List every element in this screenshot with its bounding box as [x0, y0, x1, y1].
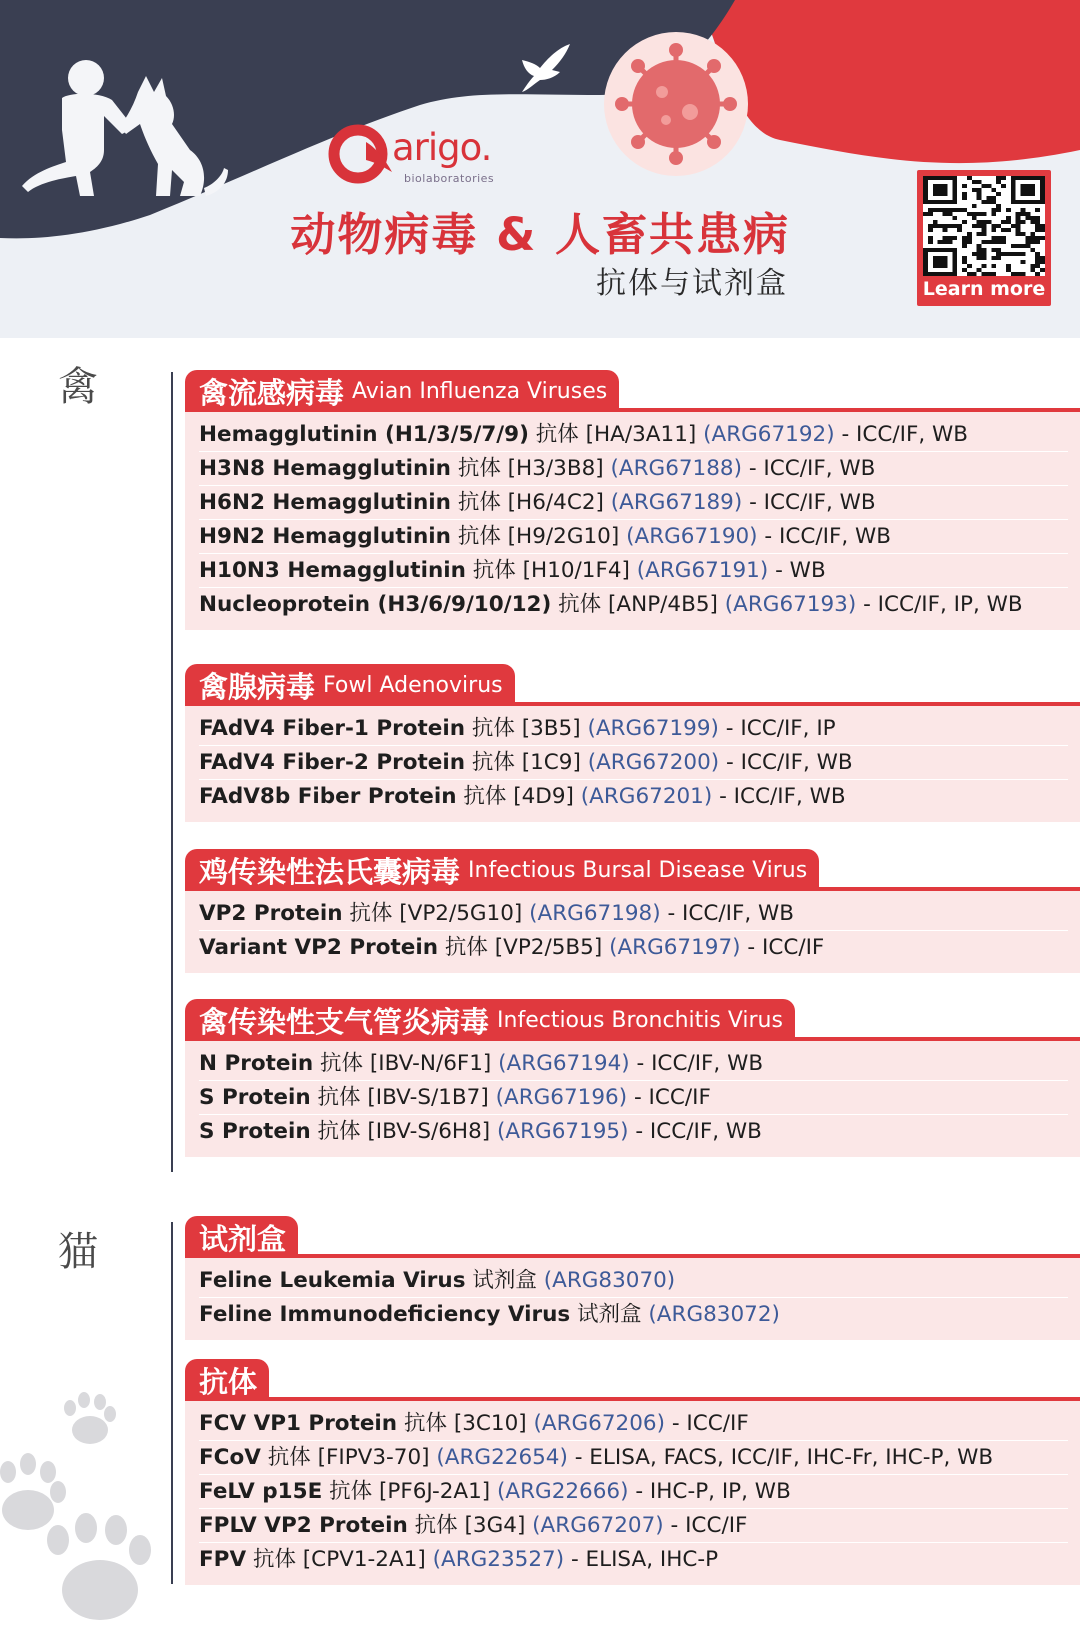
subsection-title-en: Infectious Bursal Disease Virus	[468, 857, 808, 883]
product-row	[199, 1081, 1068, 1115]
product-row	[199, 588, 1068, 622]
product-type: 抗体	[457, 490, 501, 515]
catalog-number-link[interactable]: (ARG67207)	[532, 1513, 664, 1538]
subsection-title-zh: 试剂盒	[199, 1221, 287, 1256]
subsection-header	[185, 1216, 1080, 1258]
product-name: FCV VP1 Protein	[199, 1411, 398, 1436]
product-name: H10N3 Hemagglutinin	[199, 558, 466, 583]
arigo-logo	[322, 118, 532, 190]
product-row	[199, 486, 1068, 520]
logo-subtext: biolaboratories	[404, 172, 495, 185]
subsection-tab	[185, 664, 515, 706]
product-name: H6N2 Hemagglutinin	[199, 490, 451, 515]
virus-icon	[604, 32, 748, 176]
subsection-title-zh: 抗体	[199, 1364, 258, 1399]
product-type: 抗体	[444, 935, 488, 960]
section-label-poultry: 禽	[58, 364, 98, 410]
clone-id: [IBV-N/6F1]	[369, 1051, 492, 1076]
clone-id: [HA/3A11]	[585, 422, 697, 447]
clone-id: [FIPV3-70]	[317, 1445, 430, 1470]
product-list	[185, 1041, 1080, 1157]
product-type: 抗体	[558, 592, 602, 617]
applications: - ICC/IF, WB	[636, 1051, 764, 1076]
applications: - ELISA, IHC-P	[570, 1547, 719, 1572]
subsection-tab	[185, 1359, 269, 1401]
product-type: 抗体	[267, 1445, 311, 1470]
subsection-title-en: Infectious Bronchitis Virus	[497, 1007, 783, 1033]
clone-id: [VP2/5B5]	[494, 935, 603, 960]
product-name: FCoV	[199, 1445, 261, 1470]
applications: - ICC/IF	[633, 1085, 711, 1110]
product-row	[199, 780, 1068, 814]
clone-id: [1C9]	[521, 750, 581, 775]
product-row	[199, 520, 1068, 554]
clone-id: [VP2/5G10]	[399, 901, 523, 926]
subsection-avian-influenza	[185, 370, 1080, 630]
clone-id: [H10/1F4]	[522, 558, 630, 583]
catalog-number-link[interactable]: (ARG22666)	[497, 1479, 629, 1504]
product-type: 抗体	[403, 1411, 447, 1436]
subsection-title-zh: 禽流感病毒	[199, 375, 345, 410]
header-rule	[185, 1254, 1080, 1258]
product-name: Feline Immunodeficiency Virus	[199, 1302, 571, 1327]
learn-more-button[interactable]: Learn more	[922, 278, 1046, 300]
subsection-fowl-adenovirus	[185, 664, 1080, 822]
product-name: FAdV4 Fiber-2 Protein	[199, 750, 465, 775]
header-rule	[185, 1397, 1080, 1401]
applications: - IHC-P, IP, WB	[635, 1479, 791, 1504]
product-type: 抗体	[457, 524, 501, 549]
qr-code-icon	[923, 176, 1045, 276]
product-type: 抗体	[317, 1085, 361, 1110]
subsection-antibodies	[185, 1359, 1080, 1585]
product-list	[185, 1258, 1080, 1340]
clone-id: [H3/3B8]	[507, 456, 604, 481]
catalog-number-link[interactable]: (ARG67194)	[498, 1051, 630, 1076]
product-name: N Protein	[199, 1051, 314, 1076]
clone-id: [H6/4C2]	[507, 490, 604, 515]
clone-id: [H9/2G10]	[507, 524, 620, 549]
applications: - ICC/IF, IP, WB	[863, 592, 1023, 617]
catalog-number-link[interactable]: (ARG67193)	[724, 592, 857, 617]
product-list	[185, 891, 1080, 973]
applications: - ICC/IF, WB	[635, 1119, 762, 1144]
catalog-number-link[interactable]: (ARG67190)	[626, 524, 758, 549]
product-name: Hemagglutinin (H1/3/5/7/9)	[199, 422, 529, 447]
product-row	[199, 1298, 1068, 1332]
applications: - ICC/IF	[747, 935, 825, 960]
applications: - ICC/IF	[671, 1411, 749, 1436]
product-list	[185, 706, 1080, 822]
paw-print-icon	[0, 1360, 170, 1643]
page-subtitle: 抗体与试剂盒	[596, 266, 788, 301]
product-name: Nucleoprotein (H3/6/9/10/12)	[199, 592, 552, 617]
section-divider	[171, 372, 173, 1172]
clone-id: [PF6J-2A1]	[378, 1479, 491, 1504]
catalog-number-link[interactable]: (ARG67188)	[610, 456, 742, 481]
subsection-tab	[185, 1216, 298, 1258]
product-name: FAdV4 Fiber-1 Protein	[199, 716, 465, 741]
product-name: H3N8 Hemagglutinin	[199, 456, 451, 481]
clone-id: [3G4]	[464, 1513, 526, 1538]
product-name: S Protein	[199, 1085, 311, 1110]
catalog-number-link[interactable]: (ARG67200)	[587, 750, 720, 775]
product-type: 抗体	[320, 1051, 364, 1076]
catalog-number-link[interactable]: (ARG67196)	[495, 1085, 628, 1110]
catalog-number-link[interactable]: (ARG67191)	[636, 558, 769, 583]
product-row	[199, 1047, 1068, 1081]
subsection-title-en: Avian Influenza Viruses	[352, 378, 608, 404]
subsection-tab	[185, 370, 619, 412]
product-list	[185, 1401, 1080, 1585]
subsection-title-en: Fowl Adenovirus	[323, 672, 503, 698]
clone-id: [IBV-S/1B7]	[367, 1085, 489, 1110]
product-name: FAdV8b Fiber Protein	[199, 784, 457, 809]
applications: - ICC/IF, WB	[764, 524, 892, 549]
product-row	[199, 1441, 1068, 1475]
applications: - ICC/IF	[670, 1513, 748, 1538]
product-type: 抗体	[329, 1479, 373, 1504]
product-type: 抗体	[317, 1119, 361, 1144]
clone-id: [4D9]	[513, 784, 574, 809]
product-type: 抗体	[349, 901, 393, 926]
clone-id: [CPV1-2A1]	[302, 1547, 426, 1572]
catalog-number-link[interactable]: (ARG67195)	[497, 1119, 629, 1144]
product-name: FPLV VP2 Protein	[199, 1513, 408, 1538]
product-row	[199, 1407, 1068, 1441]
catalog-number-link[interactable]: (ARG67201)	[580, 784, 713, 809]
qr-code-link[interactable]	[917, 170, 1051, 306]
clone-id: [3C10]	[453, 1411, 527, 1436]
catalog-number-link[interactable]: (ARG67192)	[703, 422, 835, 447]
logo-text: arigo.	[392, 126, 492, 169]
product-type: 抗体	[535, 422, 579, 447]
product-list	[185, 412, 1080, 630]
product-name: FeLV p15E	[199, 1479, 323, 1504]
subsection-title-zh: 禽腺病毒	[199, 669, 316, 704]
subsection-title-zh: 禽传染性支气管炎病毒	[199, 1004, 490, 1039]
product-name: H9N2 Hemagglutinin	[199, 524, 451, 549]
clone-id: [IBV-S/6H8]	[367, 1119, 491, 1144]
subsection-kits	[185, 1216, 1080, 1340]
applications: - ICC/IF, WB	[748, 456, 876, 481]
product-type: 抗体	[252, 1547, 296, 1572]
applications: - ELISA, FACS, ICC/IF, IHC-Fr, IHC-P, WB	[574, 1445, 994, 1470]
subsection-tab	[185, 849, 819, 891]
subsection-tab	[185, 999, 795, 1041]
subsection-title-zh: 鸡传染性法氏囊病毒	[199, 854, 461, 889]
catalog-number-link[interactable]: (ARG83072)	[648, 1302, 780, 1327]
product-row	[199, 418, 1068, 452]
product-type: 抗体	[463, 784, 507, 809]
product-row	[199, 712, 1068, 746]
product-row	[199, 897, 1068, 931]
product-row	[199, 931, 1068, 965]
subsection-header	[185, 999, 1080, 1041]
page-title: 动物病毒 & 人畜共患病	[290, 208, 790, 261]
catalog-number-link[interactable]: (ARG83070)	[543, 1268, 676, 1293]
applications: - ICC/IF, WB	[726, 750, 853, 775]
product-name: S Protein	[199, 1119, 311, 1144]
product-name: Variant VP2 Protein	[199, 935, 439, 960]
product-type: 试剂盒	[577, 1302, 642, 1327]
product-row	[199, 746, 1068, 780]
product-name: FPV	[199, 1547, 247, 1572]
catalog-number-link[interactable]: (ARG22654)	[436, 1445, 568, 1470]
catalog-number-link[interactable]: (ARG67197)	[609, 935, 741, 960]
applications: - ICC/IF, WB	[667, 901, 795, 926]
header-banner	[0, 0, 1080, 338]
product-row	[199, 1543, 1068, 1577]
product-name: Feline Leukemia Virus	[199, 1268, 466, 1293]
catalog-number-link[interactable]: (ARG67199)	[587, 716, 719, 741]
product-row	[199, 452, 1068, 486]
subsection-header	[185, 664, 1080, 706]
product-row	[199, 1115, 1068, 1149]
product-row	[199, 1509, 1068, 1543]
section-divider	[171, 1222, 173, 1584]
section-label-feline: 猫	[58, 1229, 98, 1275]
catalog-number-link[interactable]: (ARG67189)	[610, 490, 743, 515]
subsection-header	[185, 849, 1080, 891]
product-name: VP2 Protein	[199, 901, 343, 926]
catalog-number-link[interactable]: (ARG23527)	[432, 1547, 565, 1572]
product-type: 抗体	[414, 1513, 458, 1538]
subsection-header	[185, 1359, 1080, 1401]
product-type: 抗体	[472, 558, 516, 583]
product-row	[199, 1475, 1068, 1509]
subsection-infectious-bursal-disease	[185, 849, 1080, 973]
subsection-header	[185, 370, 1080, 412]
product-type: 试剂盒	[472, 1268, 537, 1293]
logo-mark-icon	[322, 118, 396, 190]
applications: - ICC/IF, WB	[749, 490, 876, 515]
product-type: 抗体	[457, 456, 501, 481]
catalog-number-link[interactable]: (ARG67198)	[529, 901, 661, 926]
applications: - ICC/IF, WB	[719, 784, 846, 809]
applications: - WB	[775, 558, 826, 583]
subsection-infectious-bronchitis	[185, 999, 1080, 1157]
applications: - ICC/IF, WB	[841, 422, 969, 447]
catalog-number-link[interactable]: (ARG67206)	[533, 1411, 665, 1436]
product-type: 抗体	[471, 716, 515, 741]
applications: - ICC/IF, IP	[725, 716, 836, 741]
clone-id: [3B5]	[521, 716, 581, 741]
product-type: 抗体	[471, 750, 515, 775]
clone-id: [ANP/4B5]	[608, 592, 718, 617]
product-row	[199, 1264, 1068, 1298]
product-row	[199, 554, 1068, 588]
